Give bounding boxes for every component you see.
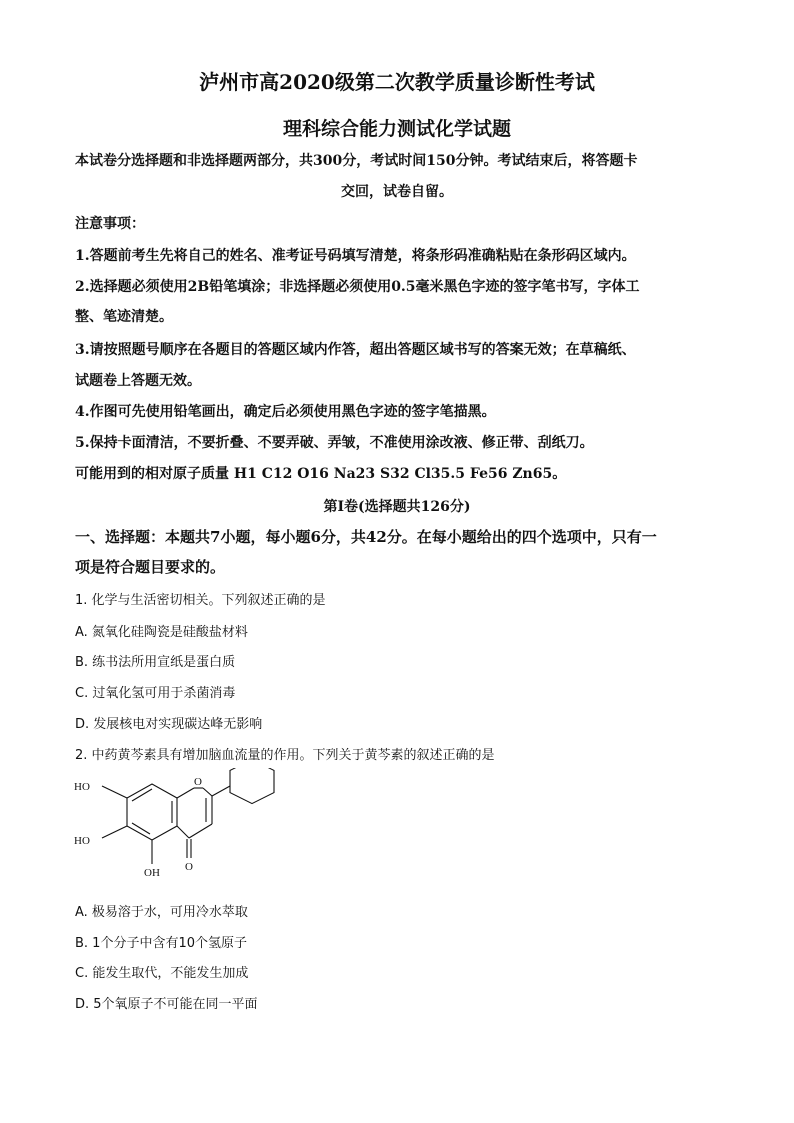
label-ho-top: HO [74, 781, 90, 793]
note-3-line-2: 试题卷上答题无效。 [75, 373, 201, 389]
q1-option-a: A. 氮氧化硅陶瓷是硅酸盐材料 [75, 625, 248, 640]
label-o-ring: O [194, 776, 202, 788]
section-instruction-1: 一、选择题：本题共7小题，每小题6分，共42分。在每小题给出的四个选项中，只有一 [75, 528, 657, 546]
q1-option-c: C. 过氧化氢可用于杀菌消毒 [75, 686, 236, 701]
exam-title: 泸州市高2020级第二次教学质量诊断性考试 [199, 70, 595, 94]
atomic-masses: 可能用到的相对原子质量 H1 C12 O16 Na23 S32 Cl35.5 Fe56 Zn65。 [75, 466, 567, 482]
q2-option-c: C. 能发生取代，不能发生加成 [75, 966, 249, 981]
note-1: 1.答题前考生先将自己的姓名、准考证号码填写清楚，将条形码准确粘贴在条形码区域内。 [75, 248, 636, 264]
note-3-line-1: 3.请按照题号顺序在各题目的答题区域内作答，超出答题区域书写的答案无效；在草稿纸、 [75, 342, 636, 358]
label-o-carbonyl: O [185, 861, 193, 873]
q2-stem: 2. 中药黄芩素具有增加脑血流量的作用。下列关于黄芩素的叙述正确的是 [75, 748, 495, 763]
q2-option-b: B. 1个分子中含有10个氢原子 [75, 936, 247, 951]
q1-option-d: D. 发展核电对实现碳达峰无影响 [75, 717, 263, 732]
q1-option-b: B. 练书法所用宣纸是蛋白质 [75, 655, 236, 670]
note-5: 5.保持卡面清洁，不要折叠、不要弄破、弄皱，不准使用涂改液、修正带、刮纸刀。 [75, 435, 594, 451]
baicalein-structure [72, 768, 282, 898]
q2-option-a: A. 极易溶于水，可用冷水萃取 [75, 905, 248, 920]
note-2-line-1: 2.选择题必须使用2B铅笔填涂；非选择题必须使用0.5毫米黑色字迹的签字笔书写，字体工 [75, 279, 640, 295]
note-2-line-2: 整、笔迹清楚。 [75, 309, 173, 325]
intro-line-1: 本试卷分选择题和非选择题两部分，共300分，考试时间150分钟。考试结束后，将答题卡 [75, 153, 638, 169]
q2-option-d: D. 5个氧原子不可能在同一平面 [75, 997, 258, 1012]
label-oh-bottom: OH [144, 867, 160, 879]
notes-heading: 注意事项： [75, 216, 145, 232]
q1-stem: 1. 化学与生活密切相关。下列叙述正确的是 [75, 593, 326, 608]
label-ho-left: HO [74, 835, 90, 847]
note-4: 4.作图可先使用铅笔画出，确定后必须使用黑色字迹的签字笔描黑。 [75, 404, 496, 420]
section-instruction-2: 项是符合题目要求的。 [75, 558, 226, 576]
exam-subtitle: 理科综合能力测试化学试题 [282, 118, 511, 140]
section-title: 第I卷(选择题共126分) [323, 499, 471, 515]
intro-line-2: 交回，试卷自留。 [341, 184, 453, 200]
